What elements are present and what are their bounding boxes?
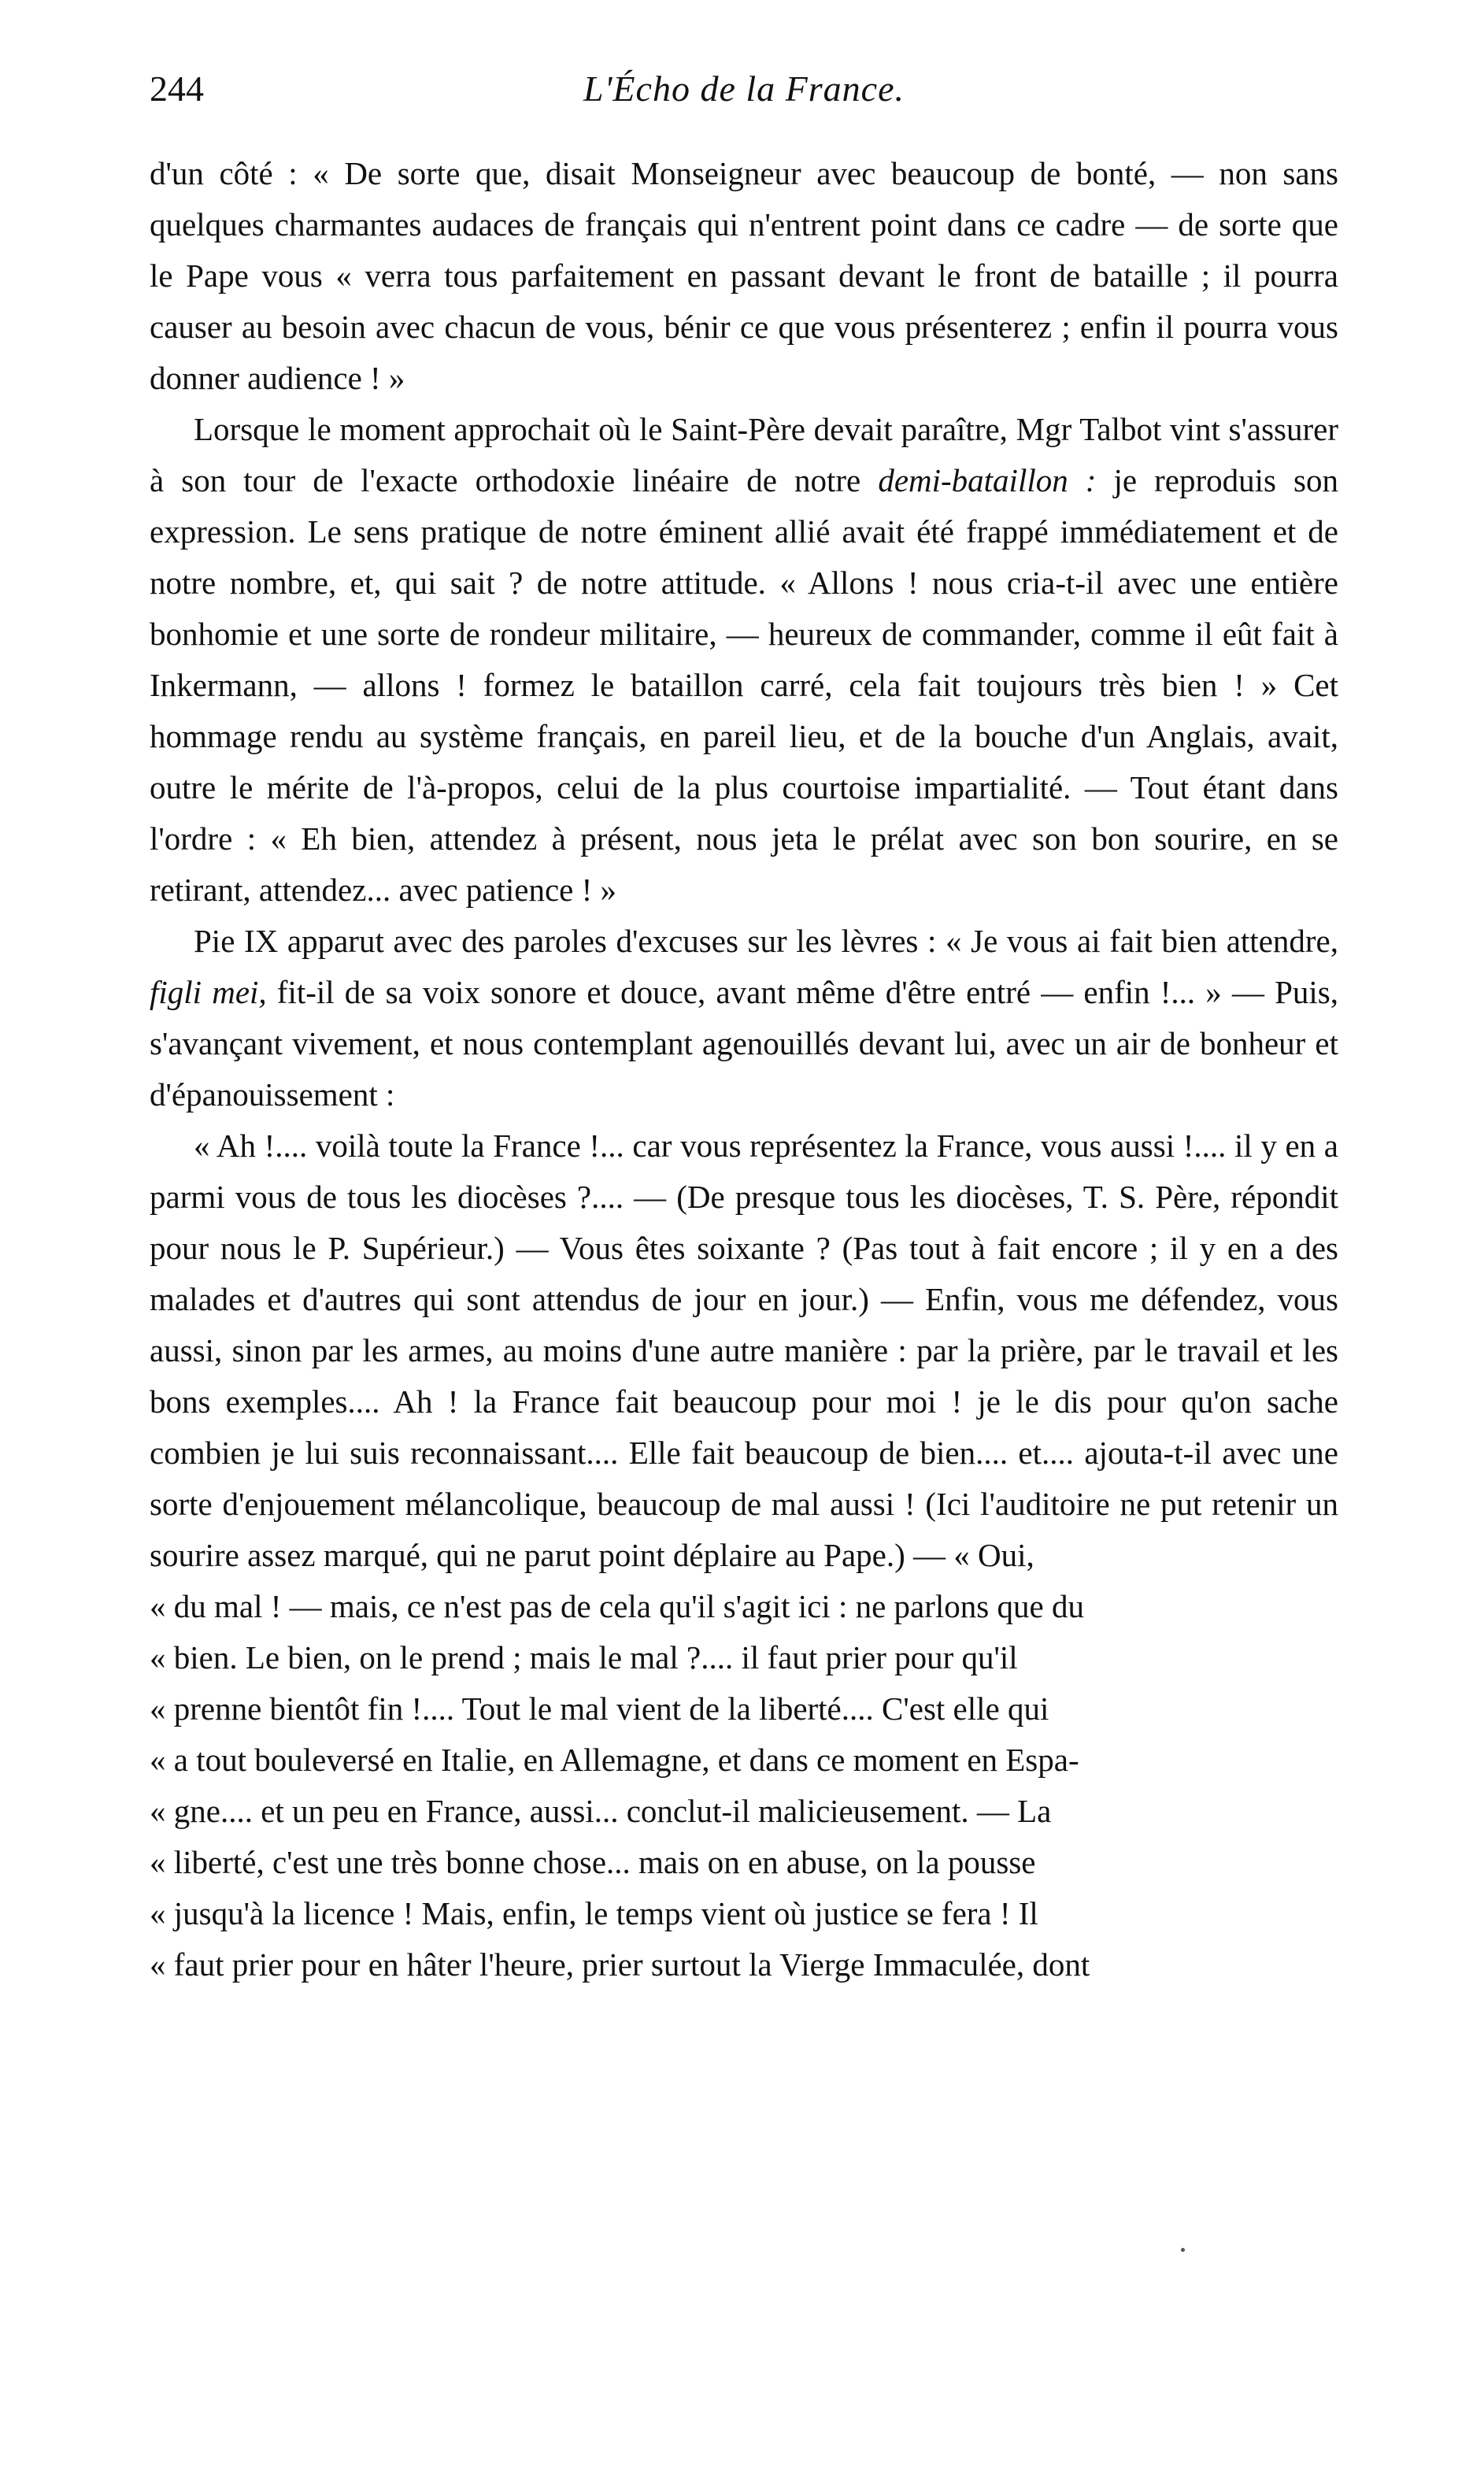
quoted-line: « du mal ! — mais, ce n'est pas de cela qu'il s'agit ici : ne parlons que du (150, 1588, 1084, 1624)
quoted-speech (150, 1581, 1338, 1990)
page-header (150, 61, 1338, 117)
quoted-line: « gne.... et un peu en France, aussi... conclut-il malicieusement. — La (150, 1793, 1052, 1829)
paragraph-3-italic-phrase: figli mei, (150, 974, 267, 1010)
running-title: L'Écho de la France. (583, 69, 905, 109)
paragraph-2-italic-phrase: demi-bataillon : (878, 462, 1097, 498)
quoted-line: « prenne bientôt fin !.... Tout le mal vient de la liberté.... C'est elle qui (150, 1690, 1049, 1727)
paragraph-2-text-start: Lorsque le moment approchait où le Saint-Père devait paraître, Mgr Talbot vint s'assurer à son tour de l'exacte orthodoxie linéaire de notre (150, 411, 1338, 498)
quoted-line: « faut prier pour en hâter l'heure, prier surtout la Vierge Immaculée, dont (150, 1946, 1090, 1983)
quoted-line: « jusqu'à la licence ! Mais, enfin, le temps vient où justice se fera ! Il (150, 1895, 1038, 1931)
quoted-line: « liberté, c'est une très bonne chose... mais on en abuse, on la pousse (150, 1844, 1036, 1880)
quoted-line: « bien. Le bien, on le prend ; mais le mal ?.... il faut prier pour qu'il (150, 1639, 1018, 1676)
page-number: 244 (150, 69, 204, 109)
book-page (150, 61, 1338, 2439)
paragraph-2-text-end: je reproduis son expression. Le sens pratique de notre éminent allié avait été frappé immédiatement et de notre nombre, et, qui sait ? de notre attitude. « Allons ! nous cria-t-il avec une entière bonhomie et une sorte de rondeur militaire, — heureux de commander, comme il eût fait à Inkermann, — allons ! formez le bataillon carré, cela fait toujours très bien ! » Cet hommage rendu au système français, en pareil lieu, et de la bouche d'un Anglais, avait, outre le mérite de l'à-propos, celui de la plus courtoise impartialité. — Tout étant dans l'ordre : « Eh bien, attendez à présent, nous jeta le prélat avec son bon sourire, en se retirant, attendez... avec patience ! » (150, 462, 1338, 908)
paragraph-3-text-start: Pie IX apparut avec des paroles d'excuses sur les lèvres : « Je vous ai fait bien attendre, (194, 923, 1338, 959)
paragraph-2 (150, 404, 1338, 916)
paragraph-1: d'un côté : « De sorte que, disait Monseigneur avec beaucoup de bonté, — non sans quelques charmantes audaces de français qui n'entrent point dans ce cadre — de sorte que le Pape vous « verra tous parfaitement en passant devant le front de bataille ; il pourra causer au besoin avec chacun de vous, bénir ce que vous présenterez ; enfin il pourra vous donner audience ! » (150, 155, 1338, 396)
paragraph-3-text-end: fit-il de sa voix sonore et douce, avant même d'être entré — enfin !... » — Puis, s'avançant vivement, et nous contemplant agenouillés devant lui, avec un air de bonheur et d'épanouissement : (150, 974, 1338, 1113)
paragraph-4: « Ah !.... voilà toute la France !... car vous représentez la France, vous aussi !.... il y en a parmi vous de tous les diocèses ?.... — (De presque tous les diocèses, T. S. Père, répondit pour nous le P. Supérieur.) — Vous êtes soixante ? (Pas tout à fait encore ; il y en a des malades et d'autres qui sont attendus de jour en jour.) — Enfin, vous me défendez, vous aussi, sinon par les armes, au moins d'une autre manière : par la prière, par le travail et les bons exemples.... Ah ! la France fait beaucoup pour moi ! je le dis pour qu'on sache combien je lui suis reconnaissant.... Elle fait beaucoup de bien.... et.... ajouta-t-il avec une sorte d'enjouement mélancolique, beaucoup de mal aussi ! (Ici l'auditoire ne put retenir un sourire assez marqué, qui ne parut point déplaire au Pape.) — « Oui, (150, 1128, 1338, 1573)
paragraph-3 (150, 916, 1338, 1120)
page-body (150, 148, 1338, 1990)
quoted-line: « a tout bouleversé en Italie, en Allemagne, et dans ce moment en Espa- (150, 1742, 1079, 1778)
printing-speck (1181, 2248, 1185, 2252)
